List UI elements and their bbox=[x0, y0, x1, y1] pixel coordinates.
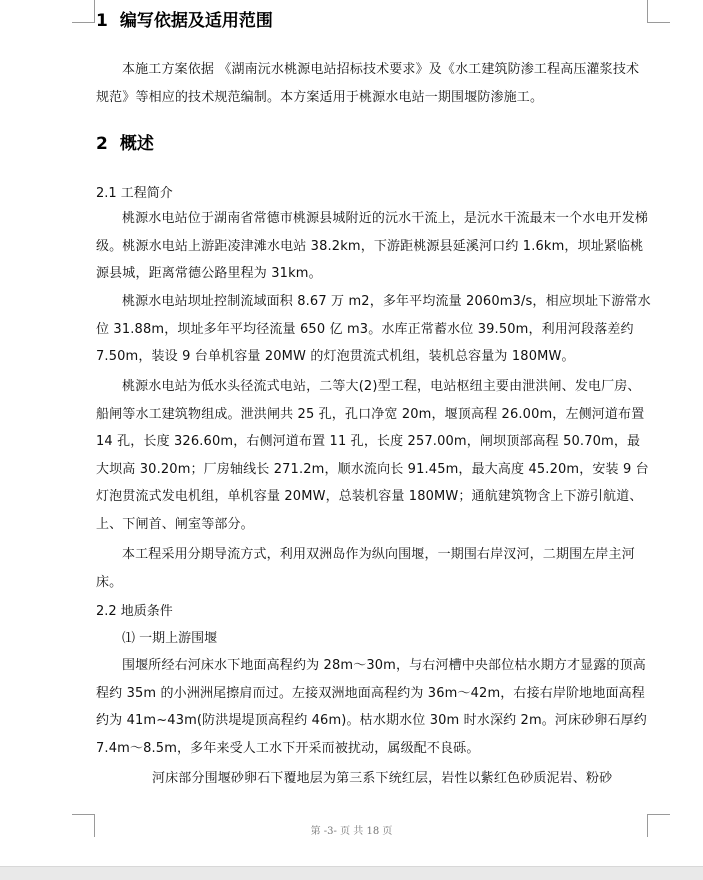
page-footer: 第 -3- 页 共 18 页 bbox=[310, 826, 393, 837]
crop-mark-top-left bbox=[72, 0, 95, 23]
section-heading-2 bbox=[96, 133, 154, 155]
page-gap bbox=[0, 866, 703, 880]
crop-mark-top-right bbox=[647, 0, 670, 23]
paragraph-location: 桃源水电站位于湖南省常德市桃源县城附近的沅水干流上，是沅水干流最末一个水电开发梯级。桃源水电站上游距凌津滩水电站 38.2km，下游距桃源县延溪河口约 1.6km，坝址紧临桃源县城，距离常德公路里程为 31km。 bbox=[96, 211, 649, 281]
paragraph-bedrock: 河床部分围堰砂卵石下覆地层为第三系下统红层，岩性以紫红色砂质泥岩、粉砂 bbox=[152, 771, 613, 786]
section-heading-1 bbox=[96, 10, 273, 32]
paragraph-diversion: 本工程采用分期导流方式，利用双洲岛作为纵向围堰，一期围右岸汊河，二期围左岸主河床。 bbox=[96, 547, 635, 590]
section-number: 2 bbox=[96, 134, 108, 154]
subsection-heading-2-2: 2.2 地质条件 bbox=[96, 604, 173, 619]
paragraph-geology: 围堰所经右河床水下地面高程约为 28m～30m，与右河槽中央部位枯水期方才显露的顶高程约 35m 的小洲洲尾擦肩而过。左接双洲地面高程约为 36m～42m，右接右岸阶地地面高程约为 41m~43m(防洪堤堤顶高程约 46m)。枯水期水位 30m 时水深约 2m。河床砂卵石厚约 7.4m～8.5m，多年来受人工水下开采而被扰动，属级配不良砾。 bbox=[96, 658, 647, 756]
subsection-heading-2-1: 2.1 工程简介 bbox=[96, 186, 173, 201]
section-title: 概述 bbox=[119, 134, 154, 154]
subsection-heading-cofferdam: ⑴ 一期上游围堰 bbox=[122, 631, 218, 646]
section-title: 编写依据及适用范围 bbox=[119, 11, 273, 31]
paragraph-hydrology: 桃源水电站坝址控制流域面积 8.67 万 m2，多年平均流量 2060m3/s，相应坝址下游常水位 31.88m，坝址多年平均径流量 650 亿 m3。水库正常蓄水位 39.50m，利用河段落差约 7.50m，装设 9 台单机容量 20MW 的灯泡贯流式机组，装机总容量为 180MW。 bbox=[96, 294, 651, 364]
section-number: 1 bbox=[96, 11, 108, 31]
paragraph-structures: 桃源水电站为低水头径流式电站，二等大(2)型工程，电站枢纽主要由泄洪闸、发电厂房、船闸等水工建筑物组成。泄洪闸共 25 孔，孔口净宽 20m，堰顶高程 26.00m，左侧河道布置 14 孔，长度 326.60m，右侧河道布置 11 孔，长度 257.00m，闸坝顶部高程 50.70m，最大坝高 30.20m；厂房轴线长 271.2m，顺水流向长 91.45m，最大高度 45.20m，安装 9 台灯泡贯流式发电机组，单机容量 20MW，总装机容量 180MW；通航建筑物含上下游引航道、上、下闸首、闸室等部分。 bbox=[96, 379, 649, 532]
paragraph-basis: 本施工方案依据 《湖南沅水桃源电站招标技术要求》及《水工建筑防渗工程高压灌浆技术规范》等相应的技术规范编制。本方案适用于桃源水电站一期围堰防渗施工。 bbox=[96, 62, 640, 105]
